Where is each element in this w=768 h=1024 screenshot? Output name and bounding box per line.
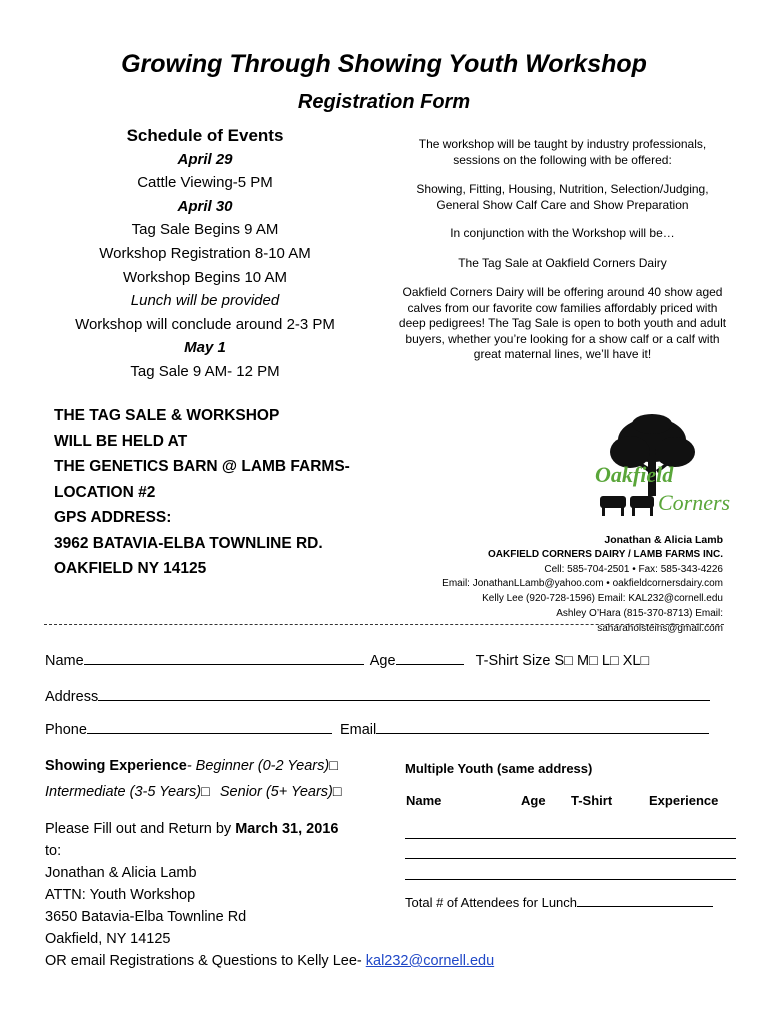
contact-phones: Cell: 585-704-2501 • Fax: 585-343-4226 <box>544 563 723 575</box>
schedule-heading: Schedule of Events <box>126 126 284 145</box>
info-paragraph: Oakfield Corners Dairy will be offering around 40 show aged calves from our favorite cow families affordably priced with deep pedigrees! The Tag Sale is open to both youth and adult buyers, whether you’re looking for a show calf or a calf with great maternal lines, we’ll have it! <box>398 285 727 361</box>
phone-email-row <box>45 720 709 738</box>
age-label: Age <box>369 653 396 669</box>
venue-line: WILL BE HELD AT <box>54 432 188 450</box>
size-l-checkbox[interactable]: □ <box>609 653 619 669</box>
page-subtitle: Registration Form <box>297 91 471 113</box>
size-xl-label: XL <box>622 653 641 669</box>
lunch-field[interactable] <box>577 895 713 907</box>
col-age: Age <box>521 793 546 808</box>
senior-checkbox[interactable]: □ <box>332 784 342 800</box>
name-row <box>45 651 649 669</box>
schedule-of-events <box>40 124 370 384</box>
info-paragraph: In conjunction with the Workshop will be… <box>450 226 675 240</box>
oakfield-corners-logo <box>590 412 735 522</box>
lunch-label: Total # of Attendees for Lunch <box>405 895 578 910</box>
return-line: Jonathan & Alicia Lamb <box>45 865 197 881</box>
size-m-checkbox[interactable]: □ <box>589 653 598 669</box>
age-field[interactable] <box>396 651 464 665</box>
experience-label: Showing Experience <box>45 758 187 774</box>
logo-word: Corners <box>658 490 731 515</box>
phone-label: Phone <box>45 722 87 738</box>
schedule-date: April 30 <box>177 197 233 215</box>
contact-ashley: Ashley O’Hara (815-370-8713) Email: saharaholsteins@gmail.com <box>556 607 723 634</box>
size-xl-checkbox[interactable]: □ <box>640 653 650 669</box>
address-label: Address <box>45 689 99 705</box>
youth-entry-line[interactable] <box>405 858 736 859</box>
info-paragraph: Showing, Fitting, Housing, Nutrition, Selection/Judging, General Show Calf Care and Show Preparation <box>416 182 709 212</box>
address-field[interactable] <box>98 687 710 701</box>
beginner-checkbox[interactable]: □ <box>329 758 338 774</box>
youth-entry-line[interactable] <box>405 838 736 839</box>
tshirt-label: T-Shirt Size <box>475 653 551 669</box>
col-experience: Experience <box>649 793 719 808</box>
schedule-item: Cattle Viewing-5 PM <box>137 174 273 192</box>
schedule-item: Workshop will conclude around 2-3 PM <box>75 315 335 333</box>
workshop-info <box>395 137 730 377</box>
beginner-label: - Beginner (0-2 Years) <box>186 758 330 774</box>
intermediate-checkbox[interactable]: □ <box>201 784 210 800</box>
col-tshirt: T-Shirt <box>571 793 613 808</box>
return-deadline: March 31, 2016 <box>235 821 339 837</box>
venue-line: 3962 BATAVIA-ELBA TOWNLINE RD. <box>54 534 323 552</box>
return-line: Oakfield, NY 14125 <box>45 931 171 947</box>
schedule-date: May 1 <box>184 339 226 357</box>
address-row <box>45 687 710 705</box>
email-link[interactable]: kal232@cornell.edu <box>365 953 495 969</box>
contact-names: Jonathan & Alicia Lamb <box>604 534 723 546</box>
email-field[interactable] <box>376 720 709 734</box>
size-m-label: M <box>577 653 590 669</box>
info-paragraph: The workshop will be taught by industry professionals, sessions on the following with be offered: <box>418 137 707 167</box>
intermediate-label: Intermediate (3-5 Years) <box>45 784 202 800</box>
youth-entry-line[interactable] <box>405 879 736 880</box>
venue-line: OAKFIELD NY 14125 <box>54 560 207 577</box>
logo-word: Oakfield <box>595 462 674 487</box>
contact-email: Email: JonathanLLamb@yahoo.com • oakfieldcornersdairy.com <box>442 578 723 590</box>
email-label: Email <box>339 722 377 738</box>
email-prefix: OR email Registrations & Questions to Kelly Lee- <box>45 953 366 969</box>
return-to: to: <box>45 843 62 859</box>
experience-row-2 <box>45 784 342 800</box>
experience-row <box>45 758 338 774</box>
venue-line: LOCATION #2 <box>54 483 156 501</box>
schedule-date: April 29 <box>177 150 233 168</box>
schedule-item: Tag Sale 9 AM- 12 PM <box>130 362 280 380</box>
size-s-label: S <box>554 653 565 669</box>
name-label: Name <box>45 653 84 669</box>
return-line: 3650 Batavia-Elba Townline Rd <box>45 909 247 925</box>
name-field[interactable] <box>84 651 364 665</box>
return-line: ATTN: Youth Workshop <box>45 887 196 903</box>
contact-company: OAKFIELD CORNERS DAIRY / LAMB FARMS INC. <box>487 548 723 560</box>
venue-line: GPS ADDRESS: <box>54 509 172 526</box>
size-l-label: L <box>601 653 610 669</box>
senior-label: Senior (5+ Years) <box>219 784 333 800</box>
col-name: Name <box>406 793 442 808</box>
contact-kelly: Kelly Lee (920-728-1596) Email: KAL232@cornell.edu <box>482 593 723 605</box>
venue-line: THE GENETICS BARN @ LAMB FARMS- <box>54 458 350 475</box>
schedule-item: Workshop Registration 8-10 AM <box>99 244 311 262</box>
contact-block <box>440 533 723 637</box>
lunch-row <box>405 895 713 910</box>
schedule-item: Tag Sale Begins 9 AM <box>131 221 279 239</box>
venue-block <box>54 403 350 582</box>
info-paragraph: The Tag Sale at Oakfield Corners Dairy <box>458 255 667 270</box>
return-prefix: Please Fill out and Return by <box>45 821 236 837</box>
page-title: Growing Through Showing Youth Workshop <box>121 50 647 78</box>
phone-field[interactable] <box>87 720 332 734</box>
schedule-item: Lunch will be provided <box>130 292 280 310</box>
venue-line: THE TAG SALE & WORKSHOP <box>54 407 280 424</box>
multiple-youth-heading: Multiple Youth (same address) <box>405 761 593 776</box>
size-s-checkbox[interactable]: □ <box>564 653 573 669</box>
cut-line <box>44 624 724 625</box>
schedule-item: Workshop Begins 10 AM <box>123 268 287 286</box>
